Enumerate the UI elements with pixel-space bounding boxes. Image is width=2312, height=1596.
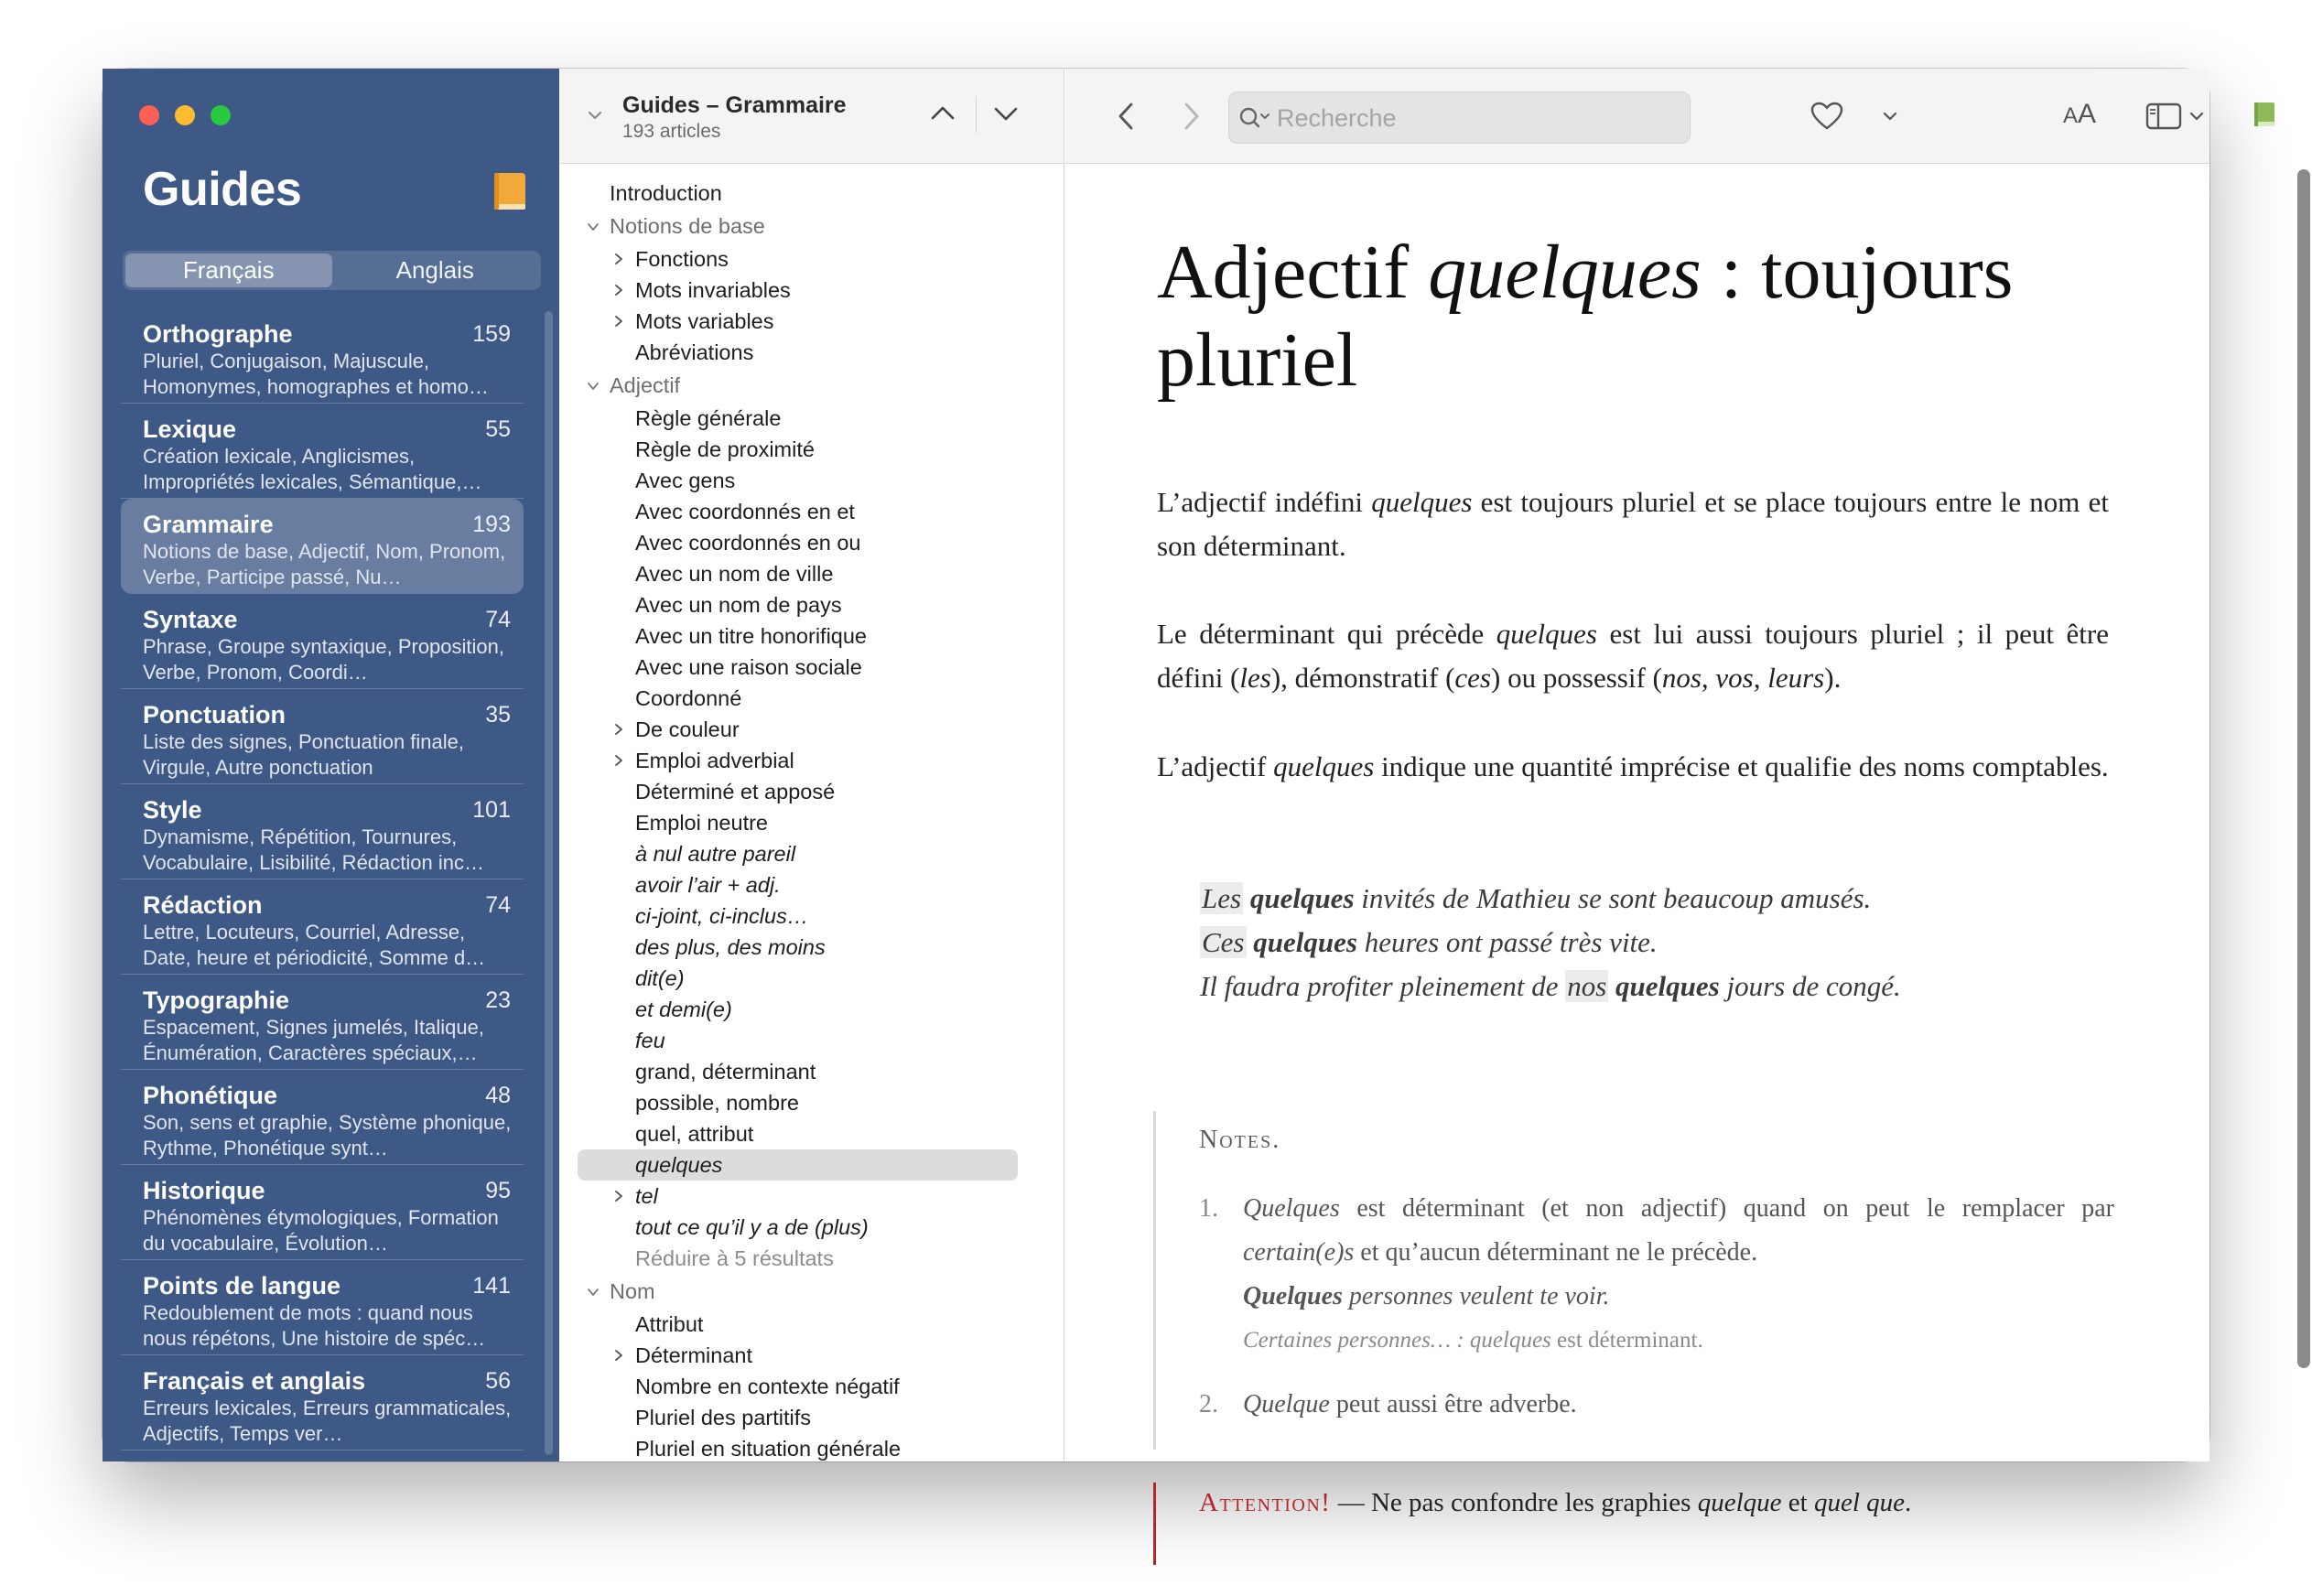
toc-item[interactable] — [559, 589, 1064, 620]
chevron-up-icon[interactable] — [930, 103, 956, 122]
toc-item[interactable] — [559, 1025, 1064, 1056]
article-pane — [1065, 69, 2209, 1517]
sidebar-item-count: 35 — [485, 702, 511, 728]
divider — [976, 96, 977, 133]
sidebar-item-name: Historique — [143, 1177, 265, 1204]
sidebar-item-count: 141 — [472, 1273, 511, 1299]
heart-icon[interactable] — [1810, 102, 1843, 131]
toc-item[interactable] — [559, 1340, 1064, 1371]
toc-panel — [559, 69, 1064, 1461]
sidebar-item[interactable] — [121, 1070, 524, 1165]
chevron-right-icon[interactable] — [612, 253, 625, 265]
sidebar-item-name: Points de langue — [143, 1272, 341, 1299]
toc-item-label: Nom — [610, 1279, 655, 1303]
sidebar-toggle-icon[interactable] — [2145, 102, 2182, 131]
sidebar-item-count: 48 — [485, 1083, 511, 1108]
example-sentence: Les quelques invités de Mathieu se sont beaucoup amusés. — [1202, 882, 1872, 914]
toc-item-label: Adjectif — [610, 373, 681, 397]
toc-item[interactable] — [559, 306, 1064, 337]
sidebar-item[interactable] — [121, 404, 524, 499]
toc-item[interactable] — [559, 714, 1064, 745]
sidebar-item-name: Grammaire — [143, 511, 274, 538]
paragraph: L’adjectif quelques indique une quantité imprécise et qualifie des noms comptables. — [1157, 750, 2109, 782]
sidebar-scrollbar[interactable] — [545, 311, 553, 1455]
toc-item[interactable] — [559, 1212, 1064, 1243]
article-content — [1065, 165, 2197, 1517]
chevron-right-icon[interactable] — [612, 723, 625, 736]
toc-item-label: Fonctions — [635, 247, 729, 271]
toc-item[interactable] — [559, 1087, 1064, 1118]
toc-item-label: et demi(e) — [635, 998, 732, 1021]
toc-item[interactable] — [559, 932, 1064, 963]
toc-item-label: Déterminant — [635, 1343, 752, 1367]
sidebar-item[interactable] — [121, 879, 524, 975]
toc-item-label: Avec gens — [635, 469, 736, 492]
sidebar-item[interactable] — [121, 689, 524, 784]
toc-item-label: Avec un nom de pays — [635, 593, 842, 617]
toc-item[interactable] — [559, 1402, 1064, 1433]
note-item: 2. Quelque peut aussi être adverbe. — [1199, 1390, 1577, 1418]
back-arrow-icon[interactable] — [1117, 102, 1135, 131]
sidebar-item-subtitle: Son, sens et graphie, Système phonique, Rythme, Phonétique synt… — [143, 1111, 512, 1159]
bookmark-icon[interactable] — [2253, 102, 2275, 127]
toc-item[interactable] — [559, 1243, 1064, 1274]
sidebar-item-name: Typographie — [143, 987, 290, 1014]
sidebar-item-subtitle: Liste des signes, Ponctuation finale, Virgule, Autre ponctuation — [143, 730, 465, 779]
toc-item[interactable] — [559, 683, 1064, 714]
sidebar-item-count: 74 — [485, 607, 511, 632]
sidebar-item-subtitle: Dynamisme, Répétition, Tournures, Vocabulaire, Lisibilité, Rédaction inc… — [143, 825, 484, 874]
sidebar-item-name: Orthographe — [143, 320, 293, 348]
toc-item-label: feu — [635, 1029, 665, 1052]
toc-item-label: tout ce qu’il y a de (plus) — [635, 1215, 869, 1239]
sidebar-item-name: Ponctuation — [143, 701, 286, 728]
sidebar-item-count: 56 — [485, 1368, 511, 1394]
toc-item-label: Avec coordonnés en et — [635, 500, 855, 523]
toc-item[interactable] — [559, 838, 1064, 869]
toc-item-label: quel, attribut — [635, 1122, 754, 1146]
toc-item[interactable] — [559, 776, 1064, 807]
attention-note: Attention! — Ne pas confondre les graphies quelque et quel que. — [1199, 1488, 1912, 1517]
toc-list — [559, 178, 1064, 1459]
chevron-down-icon[interactable] — [993, 105, 1019, 124]
toc-item-label: Avec une raison sociale — [635, 655, 862, 679]
sidebar-item-name: Syntaxe — [143, 606, 238, 633]
text-size-button[interactable]: AA — [2063, 99, 2097, 129]
chevron-down-icon[interactable] — [2189, 111, 2204, 122]
chevron-down-icon[interactable] — [587, 1286, 600, 1299]
note-item: 1. Quelques est déterminant (et non adjectif) quand on peut le remplacer par certain(e)s et qu’aucun déterminant ne le précède. Quelques personnes veulent te voir. Certaines personnes… : quelques est déterminant. — [1199, 1194, 2114, 1353]
toc-item[interactable] — [559, 465, 1064, 496]
sidebar-item-name: Rédaction — [143, 891, 263, 919]
language-segmented-control — [123, 251, 541, 290]
chevron-right-icon[interactable] — [612, 1190, 625, 1202]
toc-item-label: à nul autre pareil — [635, 842, 796, 866]
toc-item[interactable] — [559, 745, 1064, 776]
toc-item-label: possible, nombre — [635, 1091, 799, 1115]
paragraph: L’adjectif indéfini quelques est toujours pluriel et se place toujours entre le nom et son déterminant. — [1157, 486, 2109, 562]
toc-item-label: Réduire à 5 résultats — [635, 1246, 834, 1270]
forward-arrow-icon[interactable] — [1183, 102, 1201, 131]
toc-item[interactable] — [559, 869, 1064, 900]
toc-item-label: Règle de proximité — [635, 437, 815, 461]
toc-item[interactable] — [559, 1181, 1064, 1212]
toc-item[interactable] — [559, 652, 1064, 683]
toc-item[interactable] — [559, 1309, 1064, 1340]
toc-item-label: Mots variables — [635, 309, 774, 333]
notes-divider — [1153, 1111, 1156, 1450]
toc-item-label: avoir l’air + adj. — [635, 873, 781, 897]
toc-item[interactable] — [559, 558, 1064, 589]
toolbar — [1065, 69, 2209, 164]
close-window-button[interactable] — [139, 105, 159, 125]
sidebar-title: Guides — [143, 163, 302, 216]
toc-item[interactable] — [559, 620, 1064, 652]
toc-item-label: Avec coordonnés en ou — [635, 531, 861, 555]
toc-item[interactable] — [559, 963, 1064, 994]
sidebar-item-name: Style — [143, 796, 202, 824]
sidebar-item[interactable] — [121, 1355, 524, 1450]
chevron-down-icon[interactable] — [587, 107, 603, 124]
sidebar-item-count: 74 — [485, 892, 511, 918]
toc-item[interactable] — [559, 994, 1064, 1025]
notes-heading: Notes. — [1199, 1126, 1281, 1154]
sidebar-item-subtitle: Notions de base, Adjectif, Nom, Pronom, Verbe, Participe passé, Nu… — [143, 540, 506, 588]
toc-item-label: Règle générale — [635, 406, 782, 430]
toc-item-label: Emploi neutre — [635, 811, 768, 835]
toc-item-label: quelques — [635, 1153, 723, 1177]
toc-item[interactable] — [559, 527, 1064, 558]
sidebar-item-count: 193 — [472, 512, 511, 537]
sidebar-item-subtitle: Pluriel, Conjugaison, Majuscule, Homonymes, homographes et homo… — [143, 350, 489, 398]
chevron-right-icon[interactable] — [612, 315, 625, 328]
toc-item-label: Emploi adverbial — [635, 749, 794, 772]
sidebar-item[interactable] — [121, 594, 524, 689]
article-scrollbar[interactable] — [2297, 169, 2310, 1368]
search-field[interactable] — [1228, 92, 1691, 144]
toc-item-label: Attribut — [635, 1312, 704, 1336]
search-icon — [1237, 104, 1273, 132]
sidebar-item[interactable] — [121, 784, 524, 879]
segment-francais[interactable]: Français — [125, 253, 332, 287]
sidebar-item[interactable] — [121, 1260, 524, 1355]
sidebar-item-count: 95 — [485, 1178, 511, 1203]
sidebar — [103, 69, 559, 1461]
toc-item-label: tel — [635, 1184, 658, 1208]
toc-item-label: Déterminé et apposé — [635, 780, 836, 803]
toc-item-label: grand, déterminant — [635, 1060, 816, 1084]
example-sentence: Il faudra profiter pleinement de nos quelques jours de congé. — [1200, 970, 1901, 1002]
toc-item-label: dit(e) — [635, 966, 685, 990]
toc-item[interactable] — [578, 1149, 1018, 1181]
toc-item-label: des plus, des moins — [635, 935, 826, 959]
toc-item[interactable] — [559, 337, 1064, 368]
sidebar-item[interactable] — [121, 975, 524, 1070]
toc-section[interactable] — [559, 368, 1064, 403]
sidebar-item-count: 159 — [472, 321, 511, 347]
sidebar-item[interactable] — [121, 1165, 524, 1260]
article-title: Adjectif quelques : toujours pluriel — [1157, 230, 2014, 403]
app-window — [103, 69, 2209, 1517]
toc-item[interactable] — [559, 178, 1064, 209]
toc-item[interactable] — [559, 496, 1064, 527]
sidebar-item-subtitle: Erreurs lexicales, Erreurs grammaticales, Adjectifs, Temps ver… — [143, 1396, 512, 1445]
example-sentence: Ces quelques heures ont passé très vite. — [1202, 926, 1658, 958]
segment-anglais[interactable]: Anglais — [395, 256, 474, 284]
sidebar-item-name: Français et anglais — [143, 1367, 366, 1395]
sidebar-item-subtitle: Phénomènes étymologiques, Formation du vocabulaire, Évolution… — [143, 1206, 499, 1255]
sidebar-item[interactable] — [121, 308, 524, 404]
sidebar-item-subtitle: Espacement, Signes jumelés, Italique, Énumération, Caractères spéciaux,… — [143, 1016, 484, 1064]
toc-item-label: De couleur — [635, 717, 740, 741]
sidebar-item-subtitle: Création lexicale, Anglicismes, Impropriétés lexicales, Sémantique,… — [143, 445, 482, 493]
chevron-down-icon[interactable] — [587, 221, 600, 233]
toc-title: Guides – Grammaire — [622, 92, 847, 118]
search-input[interactable] — [1277, 102, 1670, 135]
toc-article-count: 193 articles — [622, 121, 721, 142]
sidebar-item-count: 101 — [472, 797, 511, 823]
toc-item[interactable] — [559, 1371, 1064, 1402]
toc-item[interactable] — [559, 1056, 1064, 1087]
book-icon[interactable] — [492, 171, 528, 213]
sidebar-item-subtitle: Phrase, Groupe syntaxique, Proposition, Verbe, Pronom, Coordi… — [143, 635, 505, 684]
toc-item-label: ci-joint, ci-inclus… — [635, 904, 809, 928]
chevron-right-icon[interactable] — [612, 754, 625, 767]
toc-header — [559, 69, 1064, 164]
window-controls — [139, 105, 231, 125]
chevron-down-icon[interactable] — [1883, 111, 1897, 122]
toc-item-label: Nombre en contexte négatif — [635, 1375, 900, 1398]
minimize-window-button[interactable] — [175, 105, 195, 125]
sidebar-item-count: 55 — [485, 416, 511, 442]
toc-item-label: Abréviations — [635, 340, 754, 364]
sidebar-item-name: Lexique — [143, 415, 237, 443]
sidebar-item-subtitle: Lettre, Locuteurs, Courriel, Adresse, Date, heure et périodicité, Somme d… — [143, 921, 486, 969]
attention-divider — [1153, 1483, 1156, 1565]
toc-item-label: Pluriel des partitifs — [635, 1406, 811, 1429]
toc-section[interactable] — [559, 1274, 1064, 1309]
chevron-right-icon[interactable] — [612, 1349, 625, 1362]
toc-item[interactable] — [559, 807, 1064, 838]
toc-item-label: Pluriel en situation générale — [635, 1437, 902, 1461]
toc-item[interactable] — [559, 1118, 1064, 1149]
toc-item[interactable] — [559, 434, 1064, 465]
toc-item[interactable] — [559, 275, 1064, 306]
toc-item-label: Mots invariables — [635, 278, 791, 302]
toc-section[interactable] — [559, 209, 1064, 243]
guide-list — [121, 308, 524, 1450]
toc-item[interactable] — [559, 403, 1064, 434]
toc-item-label: Avec un nom de ville — [635, 562, 834, 586]
toc-item[interactable] — [559, 1433, 1064, 1464]
chevron-down-icon[interactable] — [587, 380, 600, 393]
zoom-window-button[interactable] — [211, 105, 231, 125]
toc-item-label: Coordonné — [635, 686, 742, 710]
toc-item-label: Introduction — [610, 181, 722, 205]
toc-item[interactable] — [559, 243, 1064, 275]
toc-item[interactable] — [559, 900, 1064, 932]
toc-item-label: Avec un titre honorifique — [635, 624, 868, 648]
sidebar-item[interactable] — [121, 499, 524, 594]
sidebar-item-name: Phonétique — [143, 1082, 277, 1109]
sidebar-item-subtitle: Redoublement de mots : quand nous nous répétons, Une histoire de spéc… — [143, 1301, 486, 1350]
chevron-right-icon[interactable] — [612, 284, 625, 297]
sidebar-item-count: 23 — [485, 987, 511, 1013]
paragraph: Le déterminant qui précède quelques est lui aussi toujours pluriel ; il peut être défini (les), démonstratif (ces) ou possessif (nos, vos, leurs). — [1157, 618, 2109, 694]
toc-item-label: Notions de base — [610, 214, 765, 238]
